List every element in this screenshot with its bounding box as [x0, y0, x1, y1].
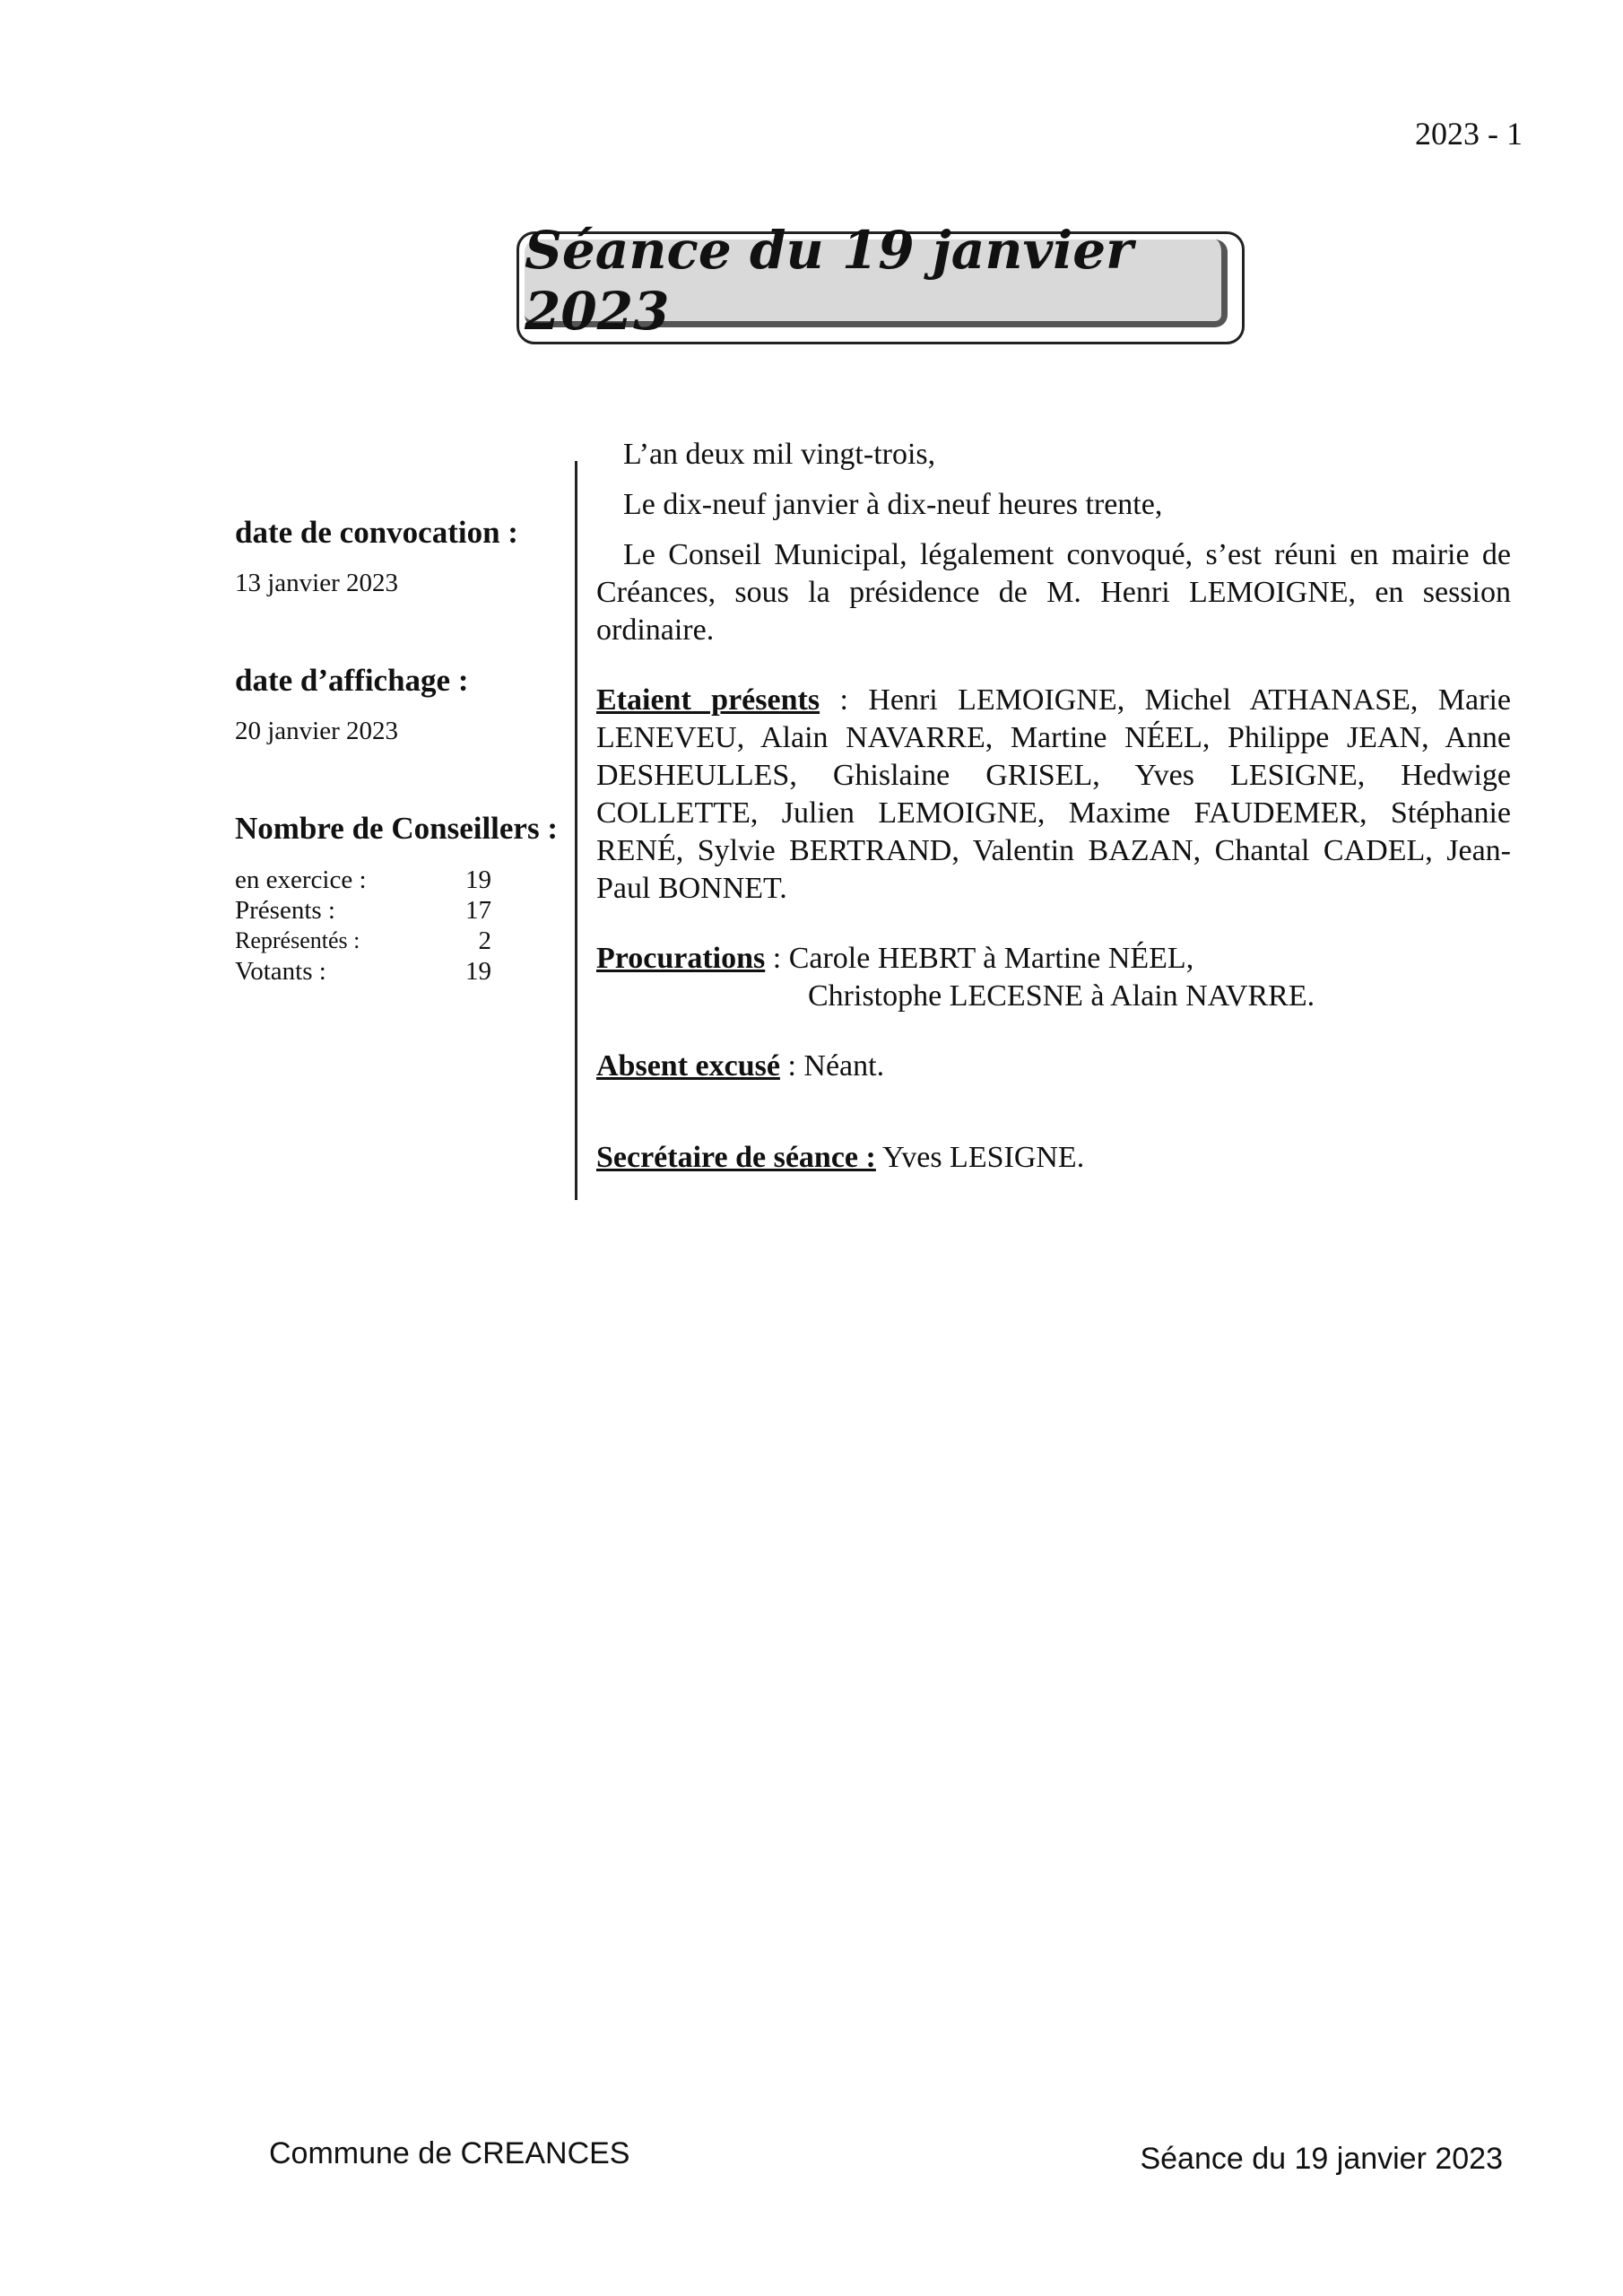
stat-label: en exercice : — [235, 865, 367, 894]
right-column — [596, 436, 1511, 1189]
conseillers-label: Nombre de Conseillers : — [235, 811, 558, 846]
column-divider — [575, 461, 577, 1200]
convocation-date: 13 janvier 2023 — [235, 569, 399, 597]
title-box — [516, 219, 1245, 344]
left-column — [235, 515, 576, 987]
stat-value: 19 — [465, 865, 491, 894]
stat-value: 17 — [465, 896, 491, 925]
stat-row — [235, 956, 576, 987]
affichage-label: date d’affichage : — [235, 663, 469, 698]
stat-value: 19 — [465, 957, 491, 986]
stat-label: Représentés : — [235, 927, 360, 953]
presents-text: : Henri LEMOIGNE, Michel ATHANASE, Marie LENEVEU, Alain NAVARRE, Martine NÉEL, Philippe JEAN, Anne DESHEULLES, Ghislaine GRISEL, Yves LESIGNE, Hedwige COLLETTE, Julien LEMOIGNE, Maxime FAUDEMER, Stéphanie RENÉ, Sylvie BERTRAND, Valentin BAZAN, Chantal CADEL, Jean-Paul BONNET. — [596, 683, 1511, 905]
footer-seance: Séance du 19 janvier 2023 — [1140, 2142, 1503, 2176]
stat-row — [235, 865, 576, 895]
procurations-line-1: : Carole HEBRT à Martine NÉEL, — [765, 942, 1194, 975]
page-number: 2023 - 1 — [1415, 116, 1523, 152]
secretaire-label: Secrétaire de séance : — [596, 1141, 876, 1174]
presents-label: Etaient présents — [596, 683, 820, 717]
stat-label: Présents : — [235, 896, 335, 925]
absent-label: Absent excusé — [596, 1049, 780, 1083]
conseillers-stats — [235, 865, 576, 987]
intro-year: L’an deux mil vingt-trois, — [623, 438, 936, 471]
absent-text: : Néant. — [779, 1049, 885, 1083]
stat-row — [235, 926, 576, 956]
procurations-line-2: Christophe LECESNE à Alain NAVRRE. — [808, 979, 1315, 1013]
convocation-block — [235, 515, 576, 598]
affichage-block — [235, 663, 576, 746]
conseillers-block — [235, 811, 576, 987]
procurations-block — [596, 940, 1511, 1015]
intro-council: Le Conseil Municipal, légalement convoqué, s’est réuni en mairie de Créances, sous la présidence de M. Henri LEMOIGNE, en session ordinaire. — [596, 538, 1511, 647]
stat-row — [235, 895, 576, 926]
stat-label: Votants : — [235, 957, 326, 986]
convocation-label: date de convocation : — [235, 515, 518, 550]
secretaire-paragraph — [596, 1139, 1511, 1177]
footer-commune: Commune de CREANCES — [269, 2136, 630, 2170]
procurations-label: Procurations — [596, 942, 766, 975]
page-title: Séance du 19 janvier 2023 — [525, 219, 1133, 342]
presents-paragraph — [596, 682, 1511, 908]
secretaire-text: Yves LESIGNE. — [875, 1141, 1085, 1174]
affichage-date: 20 janvier 2023 — [235, 717, 399, 745]
title-inner — [525, 219, 1228, 342]
stat-value: 2 — [478, 926, 491, 955]
absent-paragraph — [596, 1048, 1511, 1085]
intro-date: Le dix-neuf janvier à dix-neuf heures trente, — [623, 488, 1163, 521]
